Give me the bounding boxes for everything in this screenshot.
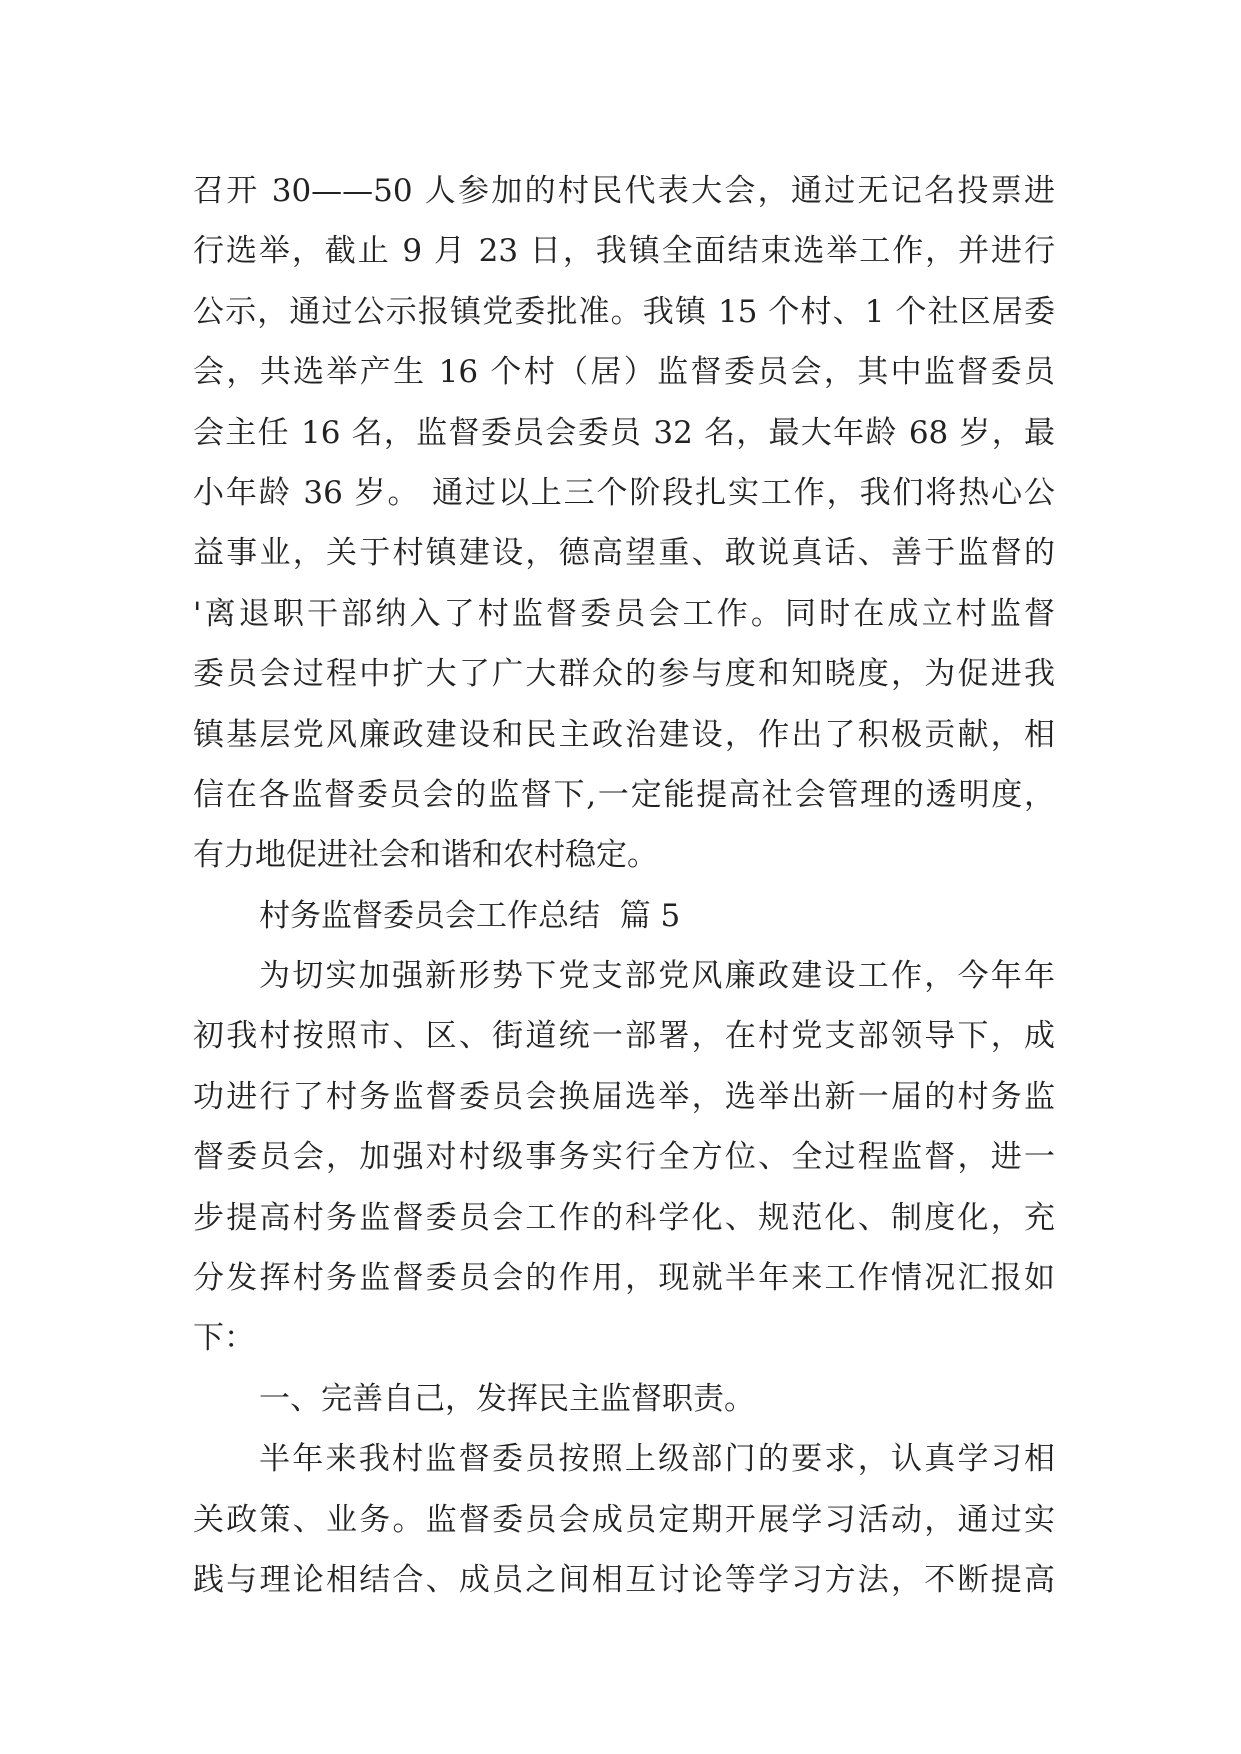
paragraph-line: 益事业，关于村镇建设，德高望重、敢说真话、善于监督的	[193, 535, 1055, 572]
paragraph-line: 践与理论相结合、成员之间相互讨论等学习方法，不断提高	[193, 1561, 1055, 1598]
paragraph-line: 信在各监督委员会的监督下,一定能提高社会管理的透明度，	[193, 776, 1055, 813]
paragraph-line: 督委员会，加强对村级事务实行全方位、全过程监督，进一	[193, 1139, 1055, 1176]
paragraph-line: 会，共选举产生 16 个村（居）监督委员会，其中监督委员	[193, 354, 1055, 391]
paragraph-line: 关政策、业务。监督委员会成员定期开展学习活动，通过实	[193, 1501, 1055, 1538]
paragraph-line: 下：	[193, 1320, 255, 1357]
paragraph-line: 召开 30——50 人参加的村民代表大会，通过无记名投票进	[193, 173, 1055, 209]
paragraph-line: 半年来我村监督委员按照上级部门的要求，认真学习相	[259, 1441, 1055, 1478]
paragraph-line: 功进行了村务监督委员会换届选举，选举出新一届的村务监	[193, 1078, 1055, 1115]
paragraph-line: 会主任 16 名，监督委员会委员 32 名，最大年龄 68 岁，最	[193, 414, 1055, 451]
paragraph-line: 为切实加强新形势下党支部党风廉政建设工作，今年年	[259, 958, 1055, 995]
paragraph-line: 分发挥村务监督委员会的作用，现就半年来工作情况汇报如	[193, 1260, 1055, 1297]
paragraph-line: 镇基层党风廉政建设和民主政治建设，作出了积极贡献，相	[193, 716, 1055, 753]
section-heading-line: 一、完善自己，发挥民主监督职责。	[259, 1380, 755, 1417]
paragraph-line: 行选举，截止 9 月 23 日，我镇全面结束选举工作，并进行	[193, 233, 1055, 270]
section-heading-line: 村务监督委员会工作总结 篇 5	[259, 897, 681, 934]
paragraph-line: 小年龄 36 岁。 通过以上三个阶段扎实工作，我们将热心公	[193, 474, 1055, 511]
paragraph-line: '离退职干部纳入了村监督委员会工作。同时在成立村监督	[193, 595, 1055, 632]
paragraph-line: 公示，通过公示报镇党委批准。我镇 15 个村、1 个社区居委	[193, 293, 1055, 330]
paragraph-line: 委员会过程中扩大了广大群众的参与度和知晓度，为促进我	[193, 656, 1055, 693]
paragraph-line: 步提高村务监督委员会工作的科学化、规范化、制度化，充	[193, 1199, 1055, 1236]
paragraph-line: 有力地促进社会和谐和农村稳定。	[193, 837, 658, 874]
paragraph-line: 初我村按照市、区、街道统一部署，在村党支部领导下，成	[193, 1018, 1055, 1055]
document-body	[193, 161, 1055, 1610]
